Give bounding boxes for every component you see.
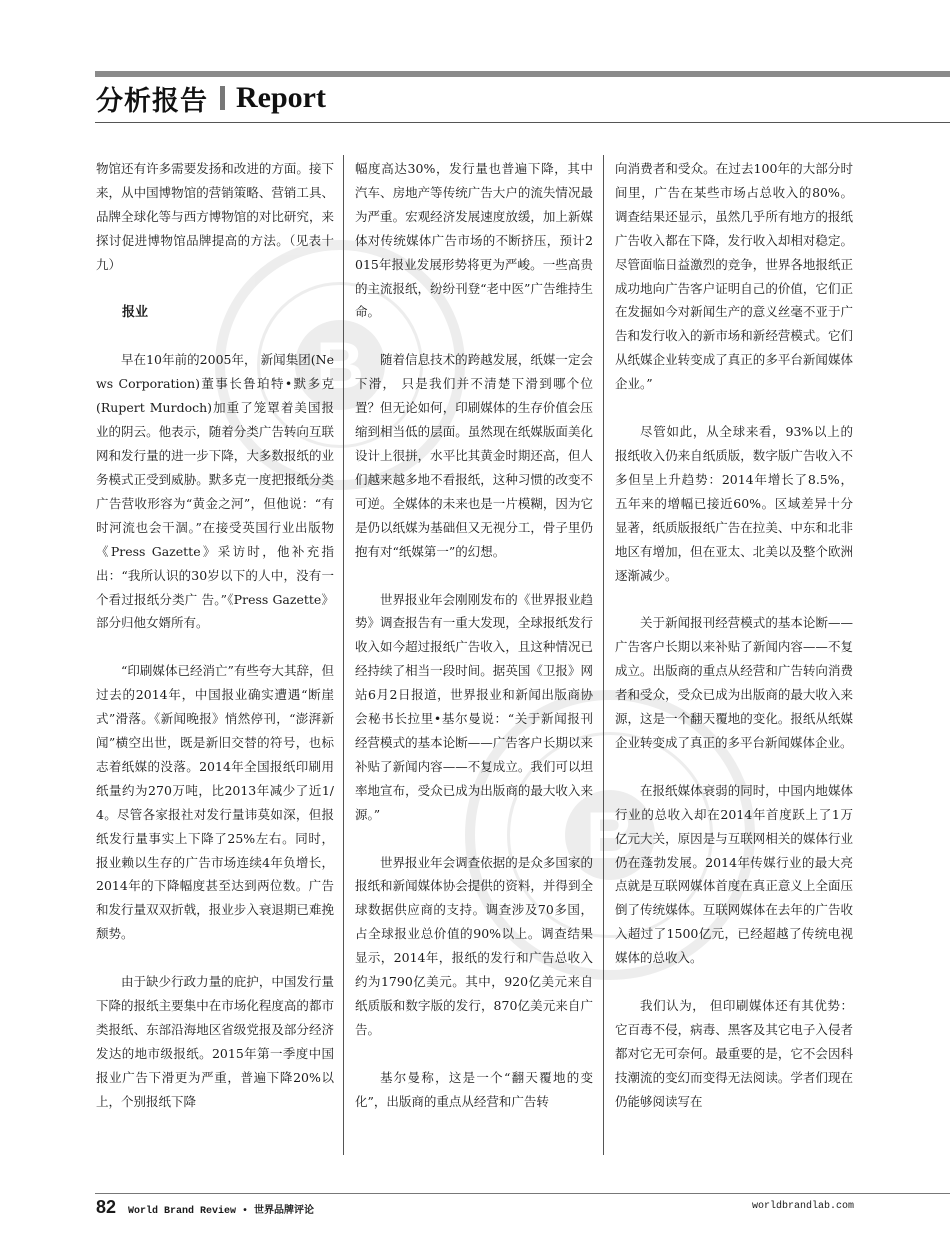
section-title-separator <box>220 86 225 110</box>
paragraph: 我们认为， 但印刷媒体还有其优势：它百毒不侵，病毒、黑客及其它电子入侵者都对它无可奈何。最重要的是，它不会因科技潮流的变幻而变得无法阅读。学者们现在仍能够阅读写在 <box>615 998 853 1109</box>
paragraph: 尽管如此，从全球来看，93%以上的报纸收入仍来自纸质版，数字版广告收入不多但呈上升趋势：2014年增长了8.5%，五年来的增幅已接近60%。区域差异十分显著，纸质版报纸广告在拉美、中东和北非地区有增加，但在亚太、北美以及整个欧洲逐渐减少。 <box>615 424 853 583</box>
column-divider <box>343 155 344 1155</box>
paragraph: 在报纸媒体衰弱的同时，中国内地媒体行业的总收入却在2014年首度跃上了1万亿元大关，原因是与互联网相关的媒体行业仍在蓬勃发展。2014年传媒行业的最大亮点就是互联网媒体首度在真正意义上全面压倒了传统媒体。互联网媒体在去年的广告收入超过了1500亿元，已经超越了传统电视媒体的总收入。 <box>615 782 853 966</box>
paragraph: 幅度高达30%，发行量也普遍下降，其中汽车、房地产等传统广告大户的流失情况最为严重。宏观经济发展速度放缓，加上新媒体对传统媒体广告市场的不断挤压，预计2015年报业发展形势将更为严峻。一些高贵的主流报纸，纷纷刊登“老中医”广告维持生命。 <box>355 161 593 320</box>
article-column-3 <box>615 157 853 1114</box>
paragraph: 向消费者和受众。在过去100年的大部分时间里，广告在某些市场占总收入的80%。调查结果还显示，虽然几乎所有地方的报纸广告收入都在下降，发行收入却相对稳定。尽管面临日益激烈的竞争，世界各地报纸正成功地向广告客户证明自己的价值，它们正在发掘如今对新闻生产的意义丝毫不亚于广告和发行收入的新市场和新经营模式。它们从纸媒企业转变成了真正的多平台新闻媒体企业。” <box>615 161 853 392</box>
section-header <box>96 78 326 118</box>
publication-name: World Brand Review • 世界品牌评论 <box>128 1206 315 1217</box>
page-number: 82 <box>96 1197 117 1217</box>
paragraph: 早在10年前的2005年， 新闻集团(News Corporation)董事长鲁珀特•默多克 (Rupert Murdoch)加重了笼罩着美国报业的阴云。他表示，随着分类广告转向互联网和发行量的进一步下降，大多数报纸的业务模式正受到威胁。默多克一度把报纸分类广告营收形容为“黄金之河”，但他说：“有时河流也会干涸。”在接受英国行业出版物《Press Gazette》采访时，他补充指出：“我所认识的30岁以下的人中，没有一个看过报纸分类广 告。”《Press Gazette》部分归他女婿所有。 <box>96 352 334 631</box>
paragraph: 基尔曼称，这是一个“翻天覆地的变化”，出版商的重点从经营和广告转 <box>355 1069 593 1109</box>
watermark-seal-icon: B <box>215 240 465 490</box>
column-divider <box>603 155 604 1155</box>
footer-rule <box>95 1193 950 1194</box>
section-title-cn: 分析报告 <box>96 85 208 117</box>
section-title-en: Report <box>236 81 326 114</box>
article-column-2 <box>355 157 593 1114</box>
header-top-rule <box>95 71 950 77</box>
paragraph: 世界报业年会调查依据的是众多国家的报纸和新闻媒体协会提供的资料，并得到全球数据供应商的支持。调查涉及70多国，占全球报业总价值的90%以上。调查结果显示，2014年，报纸的发行和广告总收入约为1790亿美元。其中，920亿美元来自纸质版和数字版的发行，870亿美元来自广告。 <box>355 854 593 1037</box>
paragraph: 随着信息技术的跨越发展，纸媒一定会下滑， 只是我们并不清楚下滑到哪个位置？但无论如何，印刷媒体的生存价值会压缩到相当低的层面。虽然现在纸媒版面美化设计上很拼，水平比其黄金时期还高，但人们越来越多地不看报纸，这种习惯的改变不可逆。全媒体的未来也是一片模糊，因为它是仍以纸媒为基础但又无视分工，骨子里仍抱有对“纸媒第一”的幻想。 <box>355 352 593 559</box>
paragraph: 世界报业年会刚刚发布的《世界报业趋势》调查报告有一重大发现，全球报纸发行收入如今超过报纸广告收入，且这种情况已经持续了相当一段时间。据英国《卫报》网站6月2日报道，世界报业和新闻出版商协会秘书长拉里•基尔曼说：“关于新闻报刊经营模式的基本论断——广告客户长期以来补贴了新闻内容——不复成立。我们可以坦率地宣布，受众已成为出版商的最大收入来源。” <box>355 591 593 822</box>
paragraph: “印刷媒体已经消亡”有些夸大其辞，但过去的2014年，中国报业确实遭遇“断崖式”滑落。《新闻晚报》悄然停刊，“澎湃新闻”横空出世，既是新旧交替的符号，也标志着纸媒的没落。2014年全国报纸印刷用纸量约为270万吨，比2013年减少了近1/4。尽管各家报社对发行量讳莫如深，但报纸发行量事实上下降了25%左右。同时，报业赖以生存的广告市场连续4年负增长，2014年的下降幅度甚至达到两位数。广告和发行量双双折戟，报业步入衰退期已难挽颓势。 <box>96 663 334 942</box>
paragraph: 由于缺少行政力量的庇护，中国发行量下降的报纸主要集中在市场化程度高的都市类报纸、东部沿海地区省级党报及部分经济发达的地市级报纸。2015年第一季度中国报业广告下滑更为严重，普遍下降20%以上，个别报纸下降 <box>96 974 334 1109</box>
paragraph: 物馆还有许多需要发扬和改进的方面。接下来，从中国博物馆的营销策略、营销工具、品牌全球化等与西方博物馆的对比研究，来探讨促进博物馆品牌提高的方法。（见表十九） <box>96 161 334 272</box>
header-bottom-rule <box>95 122 950 123</box>
watermark-seal-icon: B <box>465 690 755 980</box>
paragraph: 关于新闻报刊经营模式的基本论断——广告客户长期以来补贴了新闻内容——不复成立。出版商的重点从经营和广告转向消费者和受众，受众已成为出版商的最大收入来源，这是一个翻天覆地的变化。报纸从纸媒企业转变成了真正的多平台新闻媒体企业。 <box>615 615 853 750</box>
website-url: worldbrandlab.com <box>751 1201 854 1212</box>
subheading: 报业 <box>122 304 149 320</box>
article-column-1 <box>96 157 334 1114</box>
